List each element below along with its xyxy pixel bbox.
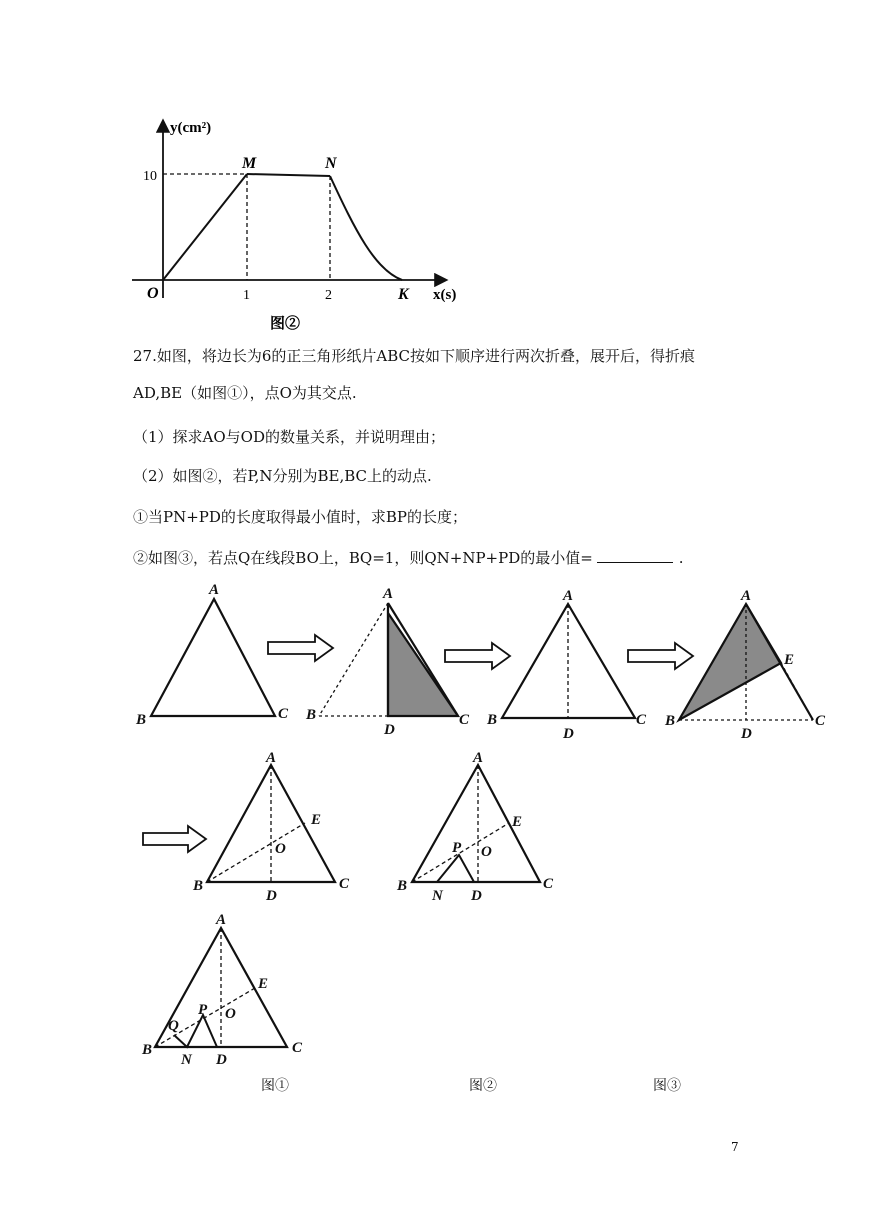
problem-line-2: AD,BE（如图①），点O为其交点. xyxy=(133,384,357,402)
label-O-6: O xyxy=(481,844,492,860)
label-C-7: C xyxy=(292,1040,303,1056)
caption-fig-2: 图② xyxy=(469,1078,497,1094)
page-number: 7 xyxy=(731,1140,739,1154)
x-tick-2: 2 xyxy=(325,288,332,303)
label-C-6: C xyxy=(543,876,554,892)
y-tick-10: 10 xyxy=(143,169,157,184)
label-A-5: A xyxy=(266,750,277,766)
period: . xyxy=(678,549,684,567)
label-A-3: A xyxy=(563,588,574,604)
label-B-7: B xyxy=(142,1042,153,1058)
x-tick-1: 1 xyxy=(243,288,250,303)
label-P-6: P xyxy=(452,840,462,856)
problem-line-1: 27.如图，将边长为6的正三角形纸片ABC按如下顺序进行两次折叠，展开后，得折痕 xyxy=(133,347,696,365)
label-C-5: C xyxy=(339,876,350,892)
label-E-6: E xyxy=(512,814,523,830)
problem-line-3: （1）探求AO与OD的数量关系，并说明理由； xyxy=(133,428,445,446)
label-D-3: D xyxy=(563,726,574,742)
label-D-4: D xyxy=(741,726,752,742)
caption-fig-3: 图③ xyxy=(653,1078,681,1094)
label-O-5: O xyxy=(275,841,286,857)
label-A-4: A xyxy=(741,588,752,604)
label-D-7: D xyxy=(216,1052,227,1068)
problem-line-6-text: ②如图③，若点Q在线段BO上，BQ=1，则QN+NP+PD的最小值= xyxy=(133,549,593,567)
label-P-7: P xyxy=(198,1002,208,1018)
label-E-7: E xyxy=(258,976,269,992)
point-N: N xyxy=(325,155,337,172)
y-axis-label: y(cm²) xyxy=(170,120,212,136)
caption-fig-1: 图① xyxy=(261,1078,289,1094)
label-A-6: A xyxy=(473,750,484,766)
label-D-2: D xyxy=(384,722,395,738)
problem-line-4: （2）如图②，若P,N分别为BE,BC上的动点. xyxy=(133,467,432,485)
label-Q-7: Q xyxy=(168,1018,179,1034)
point-M: M xyxy=(242,155,257,172)
arrow-4 xyxy=(143,826,206,852)
label-A-7: A xyxy=(216,912,227,928)
label-B-2: B xyxy=(306,707,317,723)
label-N-6: N xyxy=(432,888,443,904)
label-O-7: O xyxy=(225,1006,236,1022)
label-A-1: A xyxy=(209,582,220,598)
label-B-5: B xyxy=(193,878,204,894)
label-C-2: C xyxy=(459,712,470,728)
label-B-3: B xyxy=(487,712,498,728)
x-axis-label: x(s) xyxy=(433,287,457,303)
label-B-1: B xyxy=(136,712,147,728)
label-N-7: N xyxy=(181,1052,192,1068)
label-B-4: B xyxy=(665,713,676,729)
label-C-1: C xyxy=(278,706,289,722)
arrow-3 xyxy=(628,643,693,669)
label-E-4: E xyxy=(784,652,795,668)
label-C-4: C xyxy=(815,713,826,729)
point-K: K xyxy=(398,286,409,303)
label-D-5: D xyxy=(266,888,277,904)
point-O: O xyxy=(147,285,159,302)
label-D-6: D xyxy=(471,888,482,904)
triangle-1 xyxy=(151,599,275,716)
arrow-2 xyxy=(445,643,510,669)
problem-line-5: ①当PN+PD的长度取得最小值时，求BP的长度； xyxy=(133,508,468,526)
label-C-3: C xyxy=(636,712,647,728)
label-A-2: A xyxy=(383,586,394,602)
label-E-5: E xyxy=(311,812,322,828)
graph-caption: 图② xyxy=(270,316,301,332)
label-B-6: B xyxy=(397,878,408,894)
arrow-1 xyxy=(268,635,333,661)
folded-flap xyxy=(679,604,781,720)
